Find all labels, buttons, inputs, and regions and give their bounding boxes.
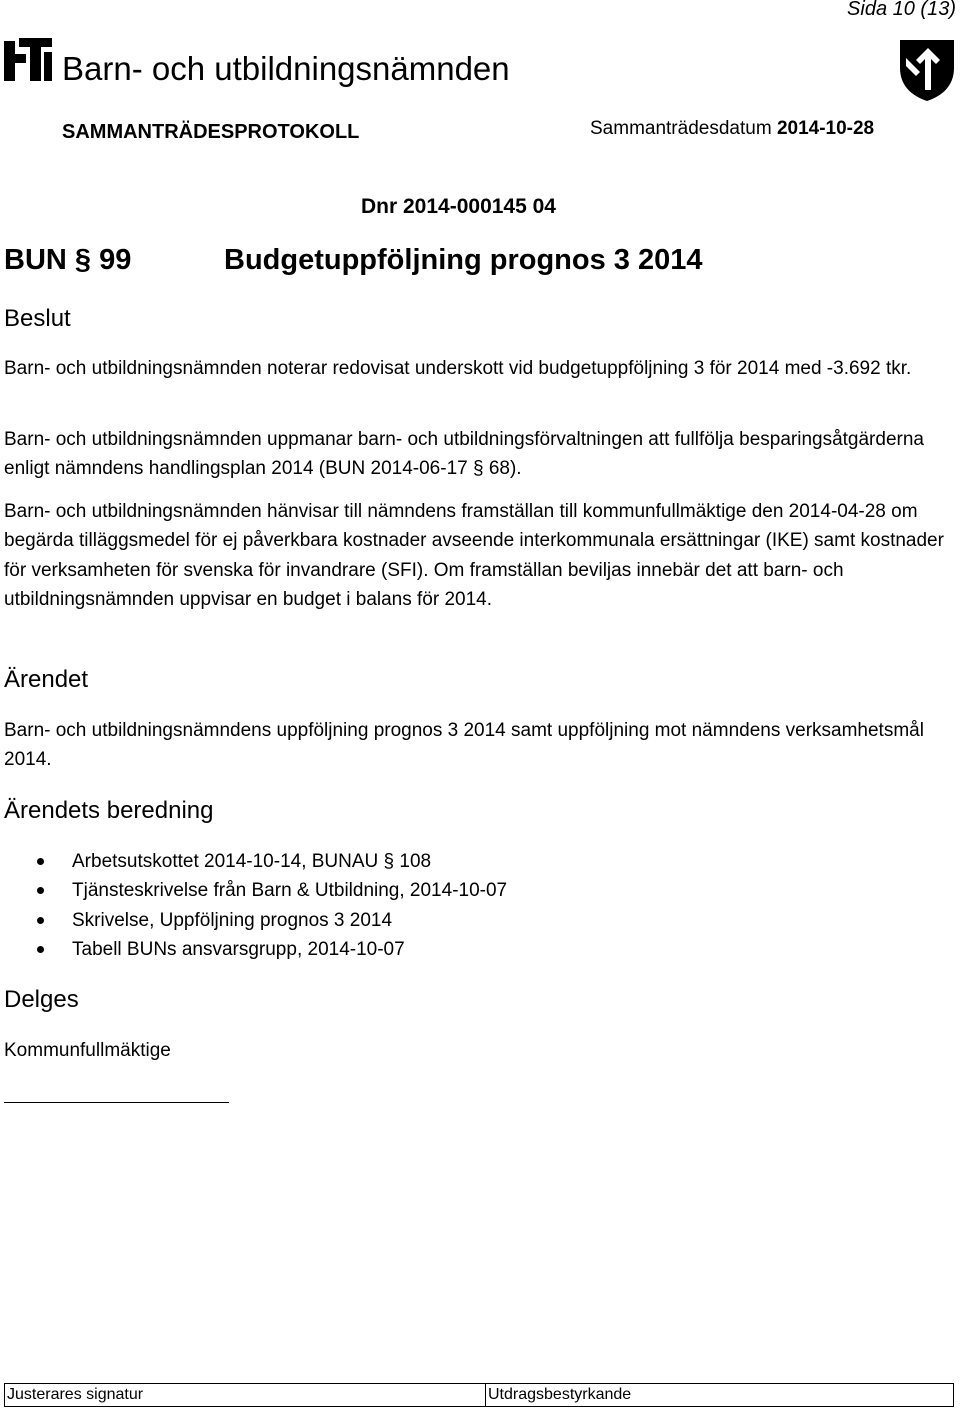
list-item: Tjänsteskrivelse från Barn & Utbildning, 2014-10-07 [4,876,507,905]
beslut-paragraph-3: Barn- och utbildningsnämnden hänvisar till nämndens framställan till kommunfullmäktige den 2014-04-28 om begärda tilläggsmedel för ej påverkbara kostnader avseende interkommunala ersättningar (IKE) samt kostnader för verksamheten för svenska för invandrare (SFI). Om framställan beviljas innebär det att barn- och utbildningsnämnden uppvisar en budget i balans för 2014. [4,501,944,610]
signature-line [4,1102,229,1103]
bullet-icon [37,917,44,924]
arendet-heading: Ärendet [4,666,89,693]
list-item: Skrivelse, Uppföljning prognos 3 2014 [4,906,507,935]
item-title: Budgetuppföljning prognos 3 2014 [224,244,703,276]
coat-of-arms-icon [898,38,956,102]
arendet-paragraph: Barn- och utbildningsnämndens uppföljning prognos 3 2014 samt uppföljning mot nämndens verksamhetsmål 2014. [4,720,924,771]
item-number: BUN § 99 [4,244,132,276]
meeting-date [590,118,874,140]
municipality-logo-icon [4,38,52,84]
footer-signature-table [4,1383,954,1407]
beslut-paragraph-1: Barn- och utbildningsnämnden noterar redovisat underskott vid budgetuppföljning 3 för 2014 med -3.692 tkr. [4,358,912,379]
utdragsbestyrkande-cell: Utdragsbestyrkande [488,1386,632,1403]
organization-title: Barn- och utbildningsnämnden [62,50,510,87]
bullet-icon [37,887,44,894]
beredning-heading: Ärendets beredning [4,797,214,824]
delges-recipient: Kommunfullmäktige [4,1040,171,1061]
beredning-list [4,847,507,964]
bullet-icon [37,858,44,865]
document-type: SAMMANTRÄDESPROTOKOLL [62,121,360,143]
page-number: Sida 10 (13) [847,0,956,20]
meeting-date-label: Sammanträdesdatum [590,118,772,139]
list-item: Arbetsutskottet 2014-10-14, BUNAU § 108 [4,847,507,876]
justerares-signature-cell: Justerares signatur [5,1384,486,1406]
list-item: Tabell BUNs ansvarsgrupp, 2014-10-07 [4,935,507,964]
meeting-date-value: 2014-10-28 [776,118,875,139]
beslut-heading: Beslut [4,305,71,332]
bullet-icon [37,946,44,953]
delges-heading: Delges [4,986,79,1013]
beslut-paragraph-2: Barn- och utbildningsnämnden uppmanar barn- och utbildningsförvaltningen att fullfölja besparingsåtgärderna enligt nämndens handlingsplan 2014 (BUN 2014-06-17 § 68). [4,429,924,480]
case-number: Dnr 2014-000145 04 [361,195,556,218]
